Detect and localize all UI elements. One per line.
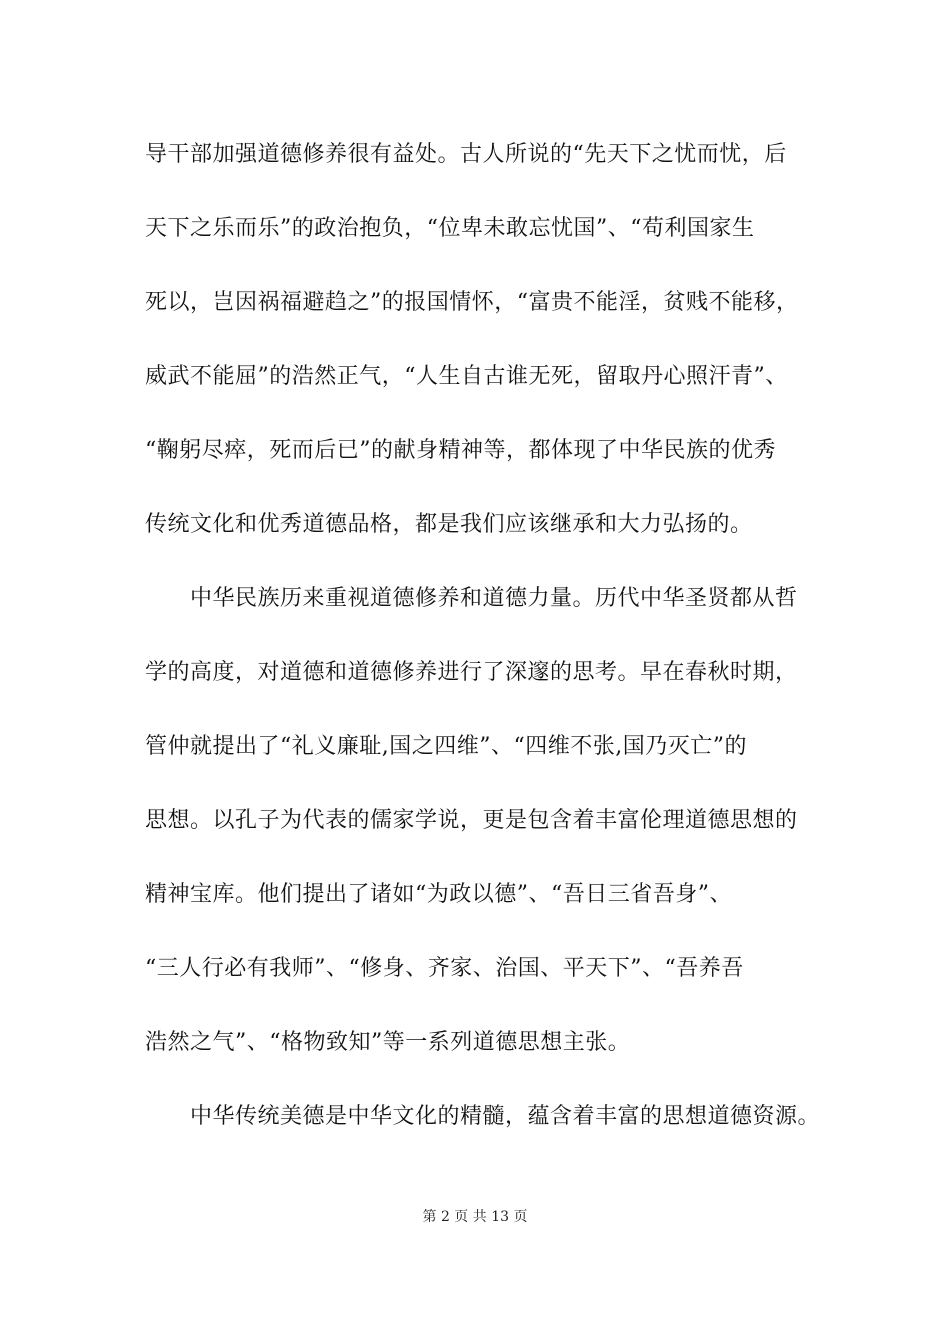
text-line-14: 中华传统美德是中华文化的精髓，蕴含着丰富的思想道德资源。 bbox=[190, 1104, 821, 1129]
text-line-4: 威武不能屈”的浩然正气，“人生自古谁无死，留取丹心照汗青”、 bbox=[145, 364, 788, 389]
page-number-footer: 第 2 页 共 13 页 bbox=[422, 1209, 528, 1225]
text-line-13: 浩然之气”、“格物致知”等一系列道德思想主张。 bbox=[145, 1030, 631, 1055]
text-line-3: 死以，岂因祸福避趋之”的报国情怀，“富贵不能淫，贫贱不能移， bbox=[145, 290, 799, 315]
text-line-5: “鞠躬尽瘁，死而后已”的献身精神等，都体现了中华民族的优秀 bbox=[145, 438, 776, 463]
text-line-1: 导干部加强道德修养很有益处。古人所说的“先天下之忧而忧，后 bbox=[145, 142, 787, 167]
text-line-11: 精神宝库。他们提出了诸如“为政以德”、“吾日三省吾身”、 bbox=[145, 882, 732, 907]
text-line-2: 天下之乐而乐”的政治抱负，“位卑未敢忘忧国”、“苟利国家生 bbox=[145, 216, 755, 241]
text-line-6: 传统文化和优秀道德品格，都是我们应该继承和大力弘扬的。 bbox=[145, 512, 753, 537]
text-line-9: 管仲就提出了“礼义廉耻,国之四维”、“四维不张,国乃灭亡”的 bbox=[145, 734, 747, 759]
text-line-8: 学的高度，对道德和道德修养进行了深邃的思考。早在春秋时期， bbox=[145, 660, 798, 685]
text-line-12: “三人行必有我师”、“修身、齐家、治国、平天下”、“吾养吾 bbox=[145, 956, 744, 981]
text-line-7: 中华民族历来重视道德修养和道德力量。历代中华圣贤都从哲 bbox=[190, 586, 798, 611]
text-line-10: 思想。以孔子为代表的儒家学说，更是包含着丰富伦理道德思想的 bbox=[145, 808, 798, 833]
